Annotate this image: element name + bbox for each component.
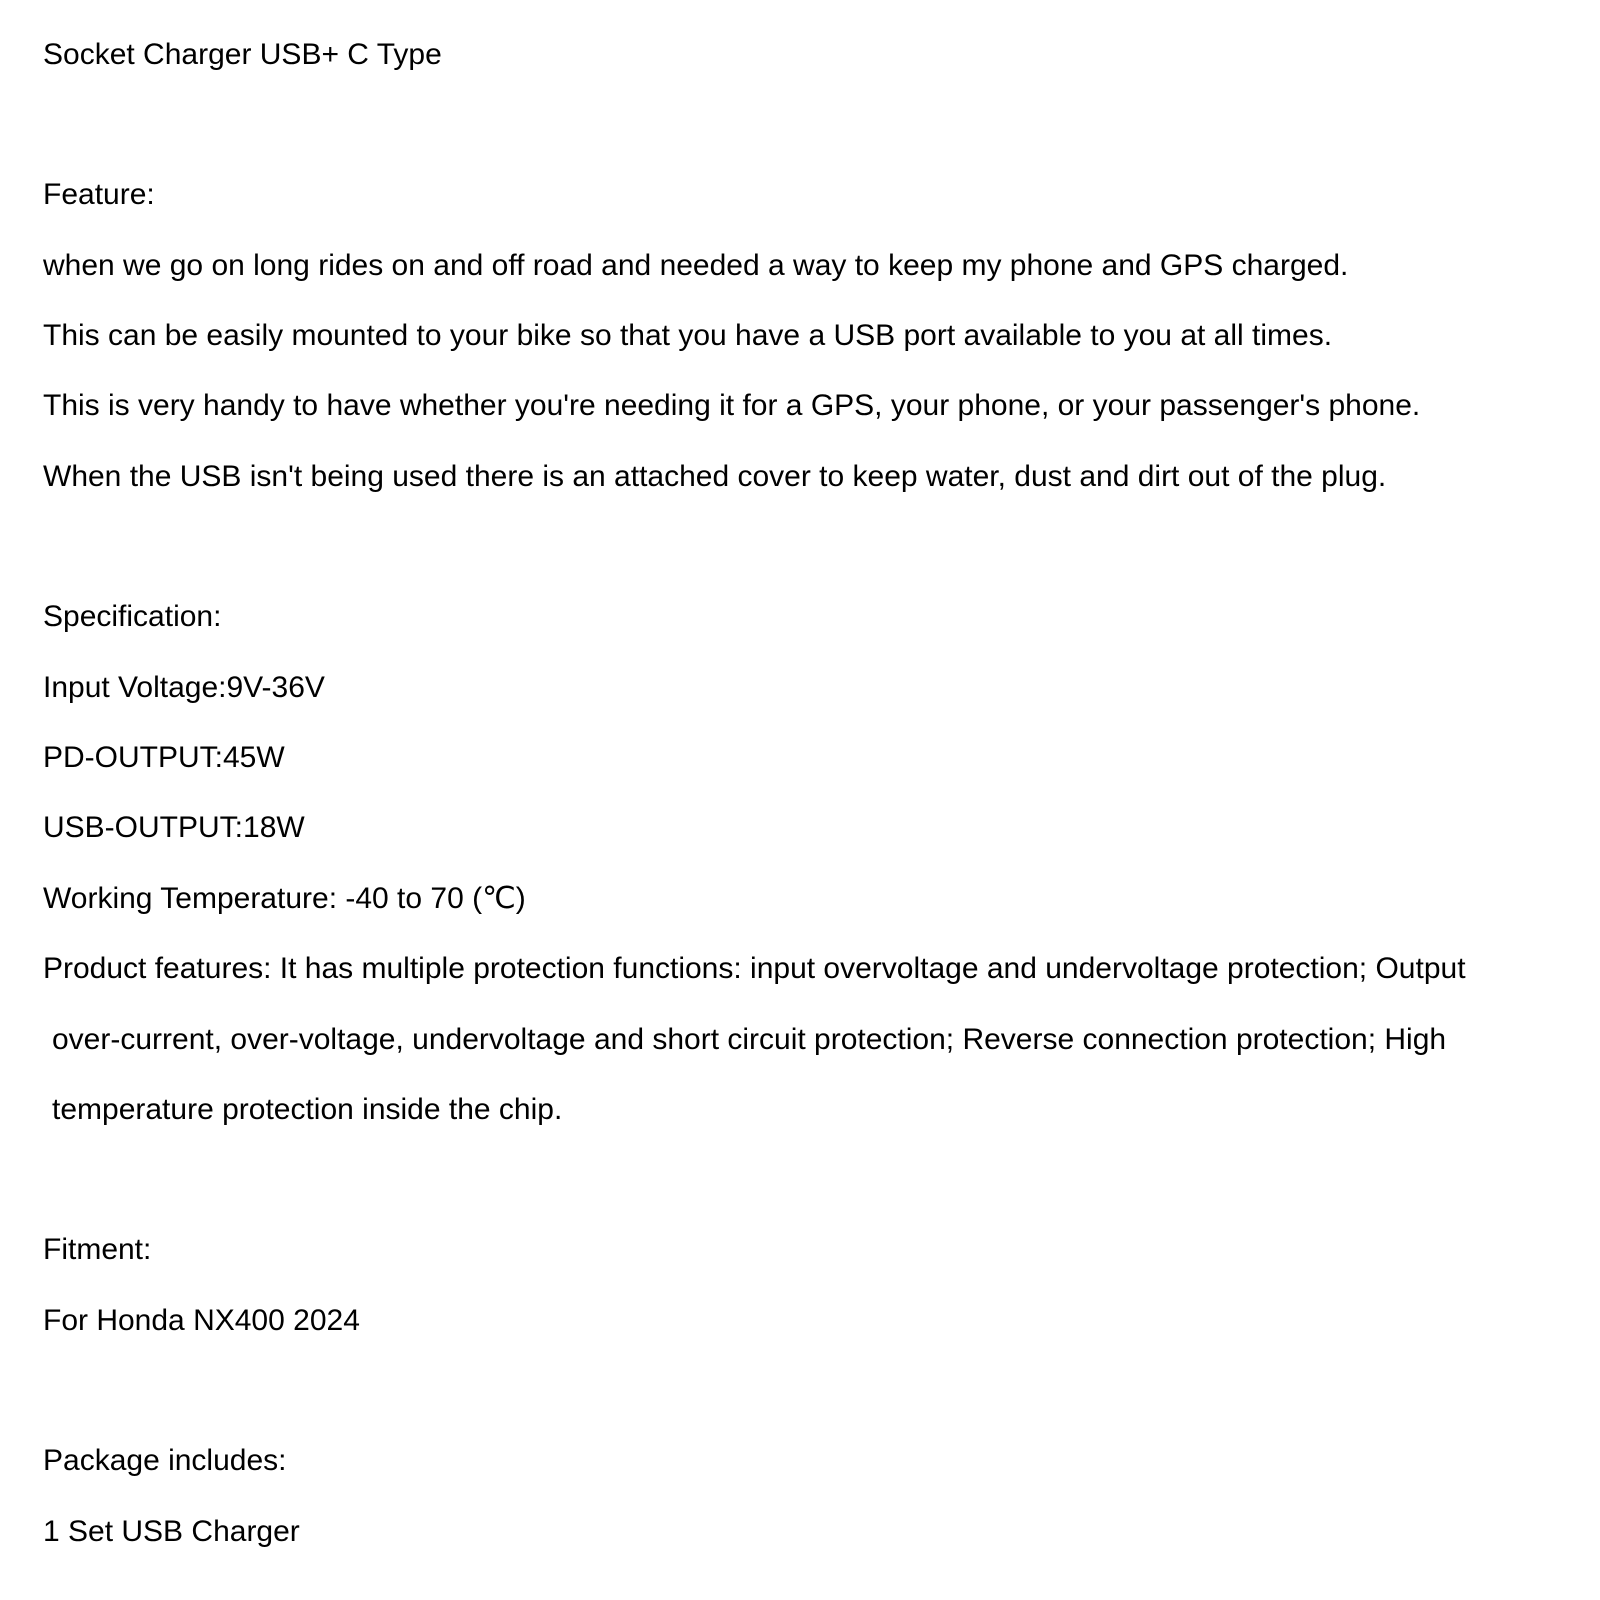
feature-line-2: This can be easily mounted to your bike so that you have a USB port available to you at all times.: [43, 319, 1333, 352]
page-title: Socket Charger USB+ C Type: [43, 38, 442, 71]
feature-line-1: when we go on long rides on and off road and needed a way to keep my phone and GPS charged.: [43, 249, 1349, 282]
spec-pd-output: PD-OUTPUT:45W: [43, 741, 285, 774]
fitment-value: For Honda NX400 2024: [43, 1304, 360, 1337]
spec-working-temperature: Working Temperature: -40 to 70 (℃): [43, 882, 526, 915]
spec-product-features-line-2: over-current, over-voltage, undervoltage and short circuit protection; Reverse connection protection; High: [52, 1023, 1447, 1056]
package-heading: Package includes:: [43, 1444, 287, 1477]
specification-heading: Specification:: [43, 600, 222, 633]
feature-line-3: This is very handy to have whether you're needing it for a GPS, your phone, or your passenger's phone.: [43, 389, 1421, 422]
feature-line-4: When the USB isn't being used there is an attached cover to keep water, dust and dirt out of the plug.: [43, 460, 1387, 493]
spec-input-voltage: Input Voltage:9V-36V: [43, 671, 325, 704]
spec-product-features-line-1: Product features: It has multiple protection functions: input overvoltage and undervoltage protection; Output: [43, 952, 1466, 985]
spec-usb-output: USB-OUTPUT:18W: [43, 811, 305, 844]
feature-heading: Feature:: [43, 178, 155, 211]
package-value: 1 Set USB Charger: [43, 1515, 300, 1548]
fitment-heading: Fitment:: [43, 1233, 152, 1266]
spec-product-features-line-3: temperature protection inside the chip.: [52, 1093, 563, 1126]
